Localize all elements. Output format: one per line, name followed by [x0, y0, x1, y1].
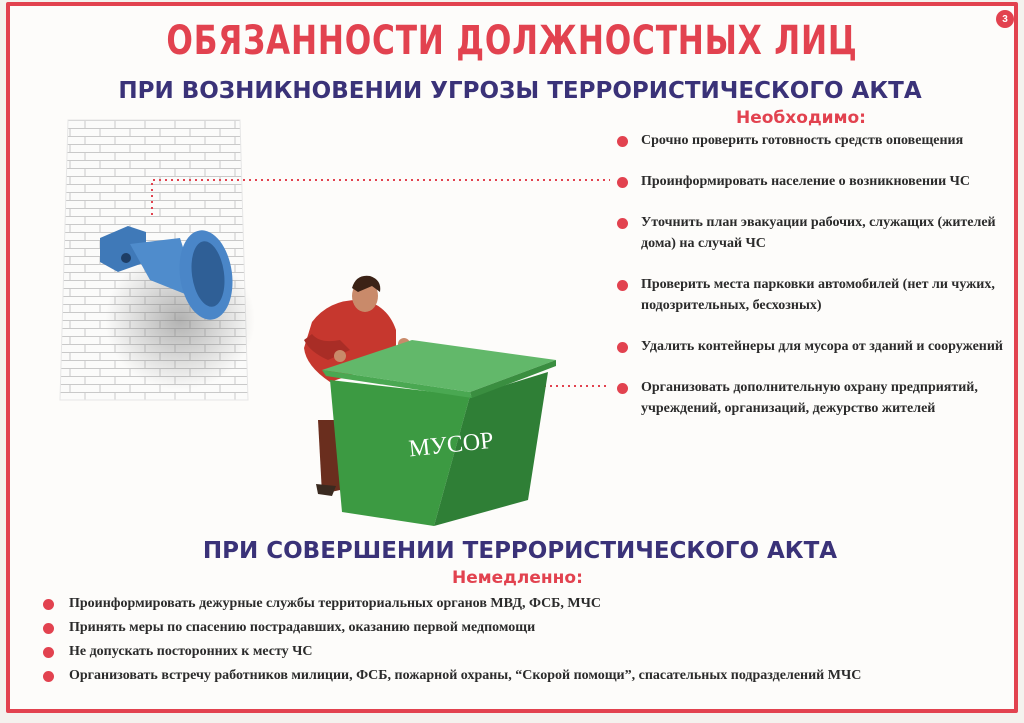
threat-heading: ПРИ ВОЗНИКНОВЕНИИ УГРОЗЫ ТЕРРОРИСТИЧЕСКОГО АКТА — [118, 78, 922, 104]
list-item: Принять меры по спасению пострадавших, оказанию первой медпомощи — [42, 617, 1002, 639]
page-title: ОБЯЗАННОСТИ ДОЛЖНОСТНЫХ ЛИЦ — [166, 18, 858, 64]
threat-label: Необходимо: — [736, 108, 866, 128]
list-item: Организовать дополнительную охрану предприятий, учреждений, организаций, дежурство жителей — [616, 377, 1006, 419]
list-item: Проинформировать дежурные службы территориальных органов МВД, ФСБ, МЧС — [42, 593, 1002, 615]
act-heading: ПРИ СОВЕРШЕНИИ ТЕРРОРИСТИЧЕСКОГО АКТА — [202, 538, 838, 564]
list-item: Уточнить план эвакуации рабочих, служащих (жителей дома) на случай ЧС — [616, 212, 1006, 254]
act-list — [42, 593, 1002, 689]
list-item: Проинформировать население о возникновении ЧС — [616, 171, 1006, 192]
container-label: МУСОР — [407, 427, 495, 463]
list-item: Срочно проверить готовность средств оповещения — [616, 130, 1006, 151]
list-item: Проверить места парковки автомобилей (нет ли чужих, подозрительных, бесхозных) — [616, 274, 1006, 316]
page-number-badge: 3 — [996, 10, 1014, 28]
list-item: Удалить контейнеры для мусора от зданий и сооружений — [616, 336, 1006, 357]
list-item: Не допускать посторонних к месту ЧС — [42, 641, 1002, 663]
threat-list — [616, 130, 1006, 439]
act-label: Немедленно: — [452, 568, 583, 588]
list-item: Организовать встречу работников милиции, ФСБ, пожарной охраны, “Скорой помощи”, спасательных подразделений МЧС — [42, 665, 1002, 687]
